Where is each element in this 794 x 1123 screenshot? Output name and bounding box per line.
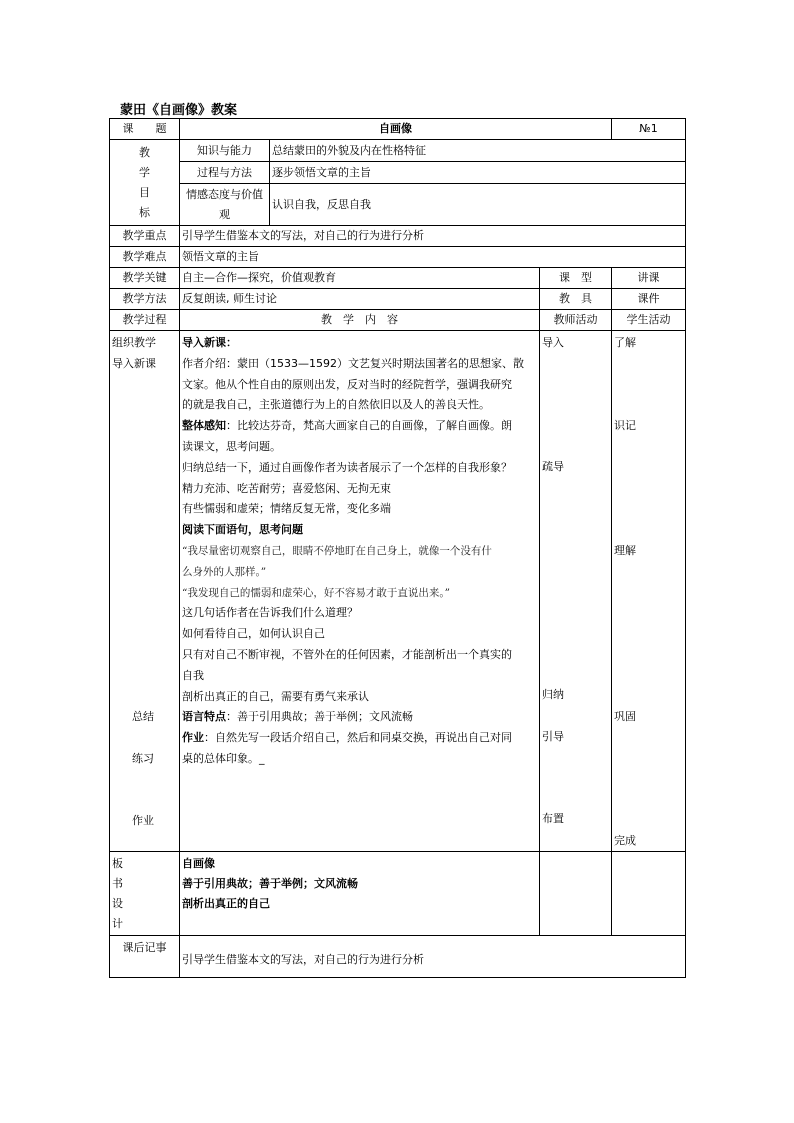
key-point-value: 引导学生借鉴本文的写法，对自己的行为进行分析	[180, 226, 686, 247]
teacher-activity: 引导	[542, 730, 564, 743]
board-line: 剖析出真正的自己	[182, 897, 270, 910]
stage-organize: 组织教学	[112, 336, 156, 349]
method-row	[110, 289, 686, 310]
board-design-row	[110, 852, 686, 936]
reading-answer: 如何看待自己，如何认识自己	[182, 627, 325, 641]
student-activity: 理解	[614, 544, 637, 557]
board-student-cell	[612, 852, 686, 936]
notes-value: 引导学生借鉴本文的写法，对自己的行为进行分析	[180, 936, 686, 978]
teacher-activity: 归纳	[542, 688, 564, 701]
lesson-type-value: 讲课	[612, 268, 686, 289]
lesson-type-label: 课 型	[540, 268, 612, 289]
difficulty-label: 教学难点	[110, 247, 180, 268]
teacher-activity: 疏导	[542, 460, 564, 473]
board-teacher-cell	[540, 852, 612, 936]
teacher-activity: 布置	[542, 812, 564, 825]
quote: “我发现自己的懦弱和虚荣心，好不容易才敢于直说出来。”	[182, 586, 450, 599]
teacher-activity: 导入	[542, 336, 564, 349]
author-intro: 的就是我自己，主张道德行为上的自然依旧以及人的善良天性。	[182, 398, 490, 412]
objective-row	[110, 162, 686, 184]
objectives-label: 教 学 目 标	[110, 140, 180, 226]
process-stages	[110, 331, 180, 852]
stage-practice: 练习	[132, 752, 154, 765]
objective-name: 知识与能力	[180, 140, 270, 162]
stage-summary: 总结	[132, 710, 154, 723]
key-point-row	[110, 226, 686, 247]
topic-value: 自画像	[180, 119, 612, 140]
student-activity: 识记	[614, 419, 637, 432]
reading-answer: 只有对自己不断审视，不管外在的任何因素，才能剖析出一个真实的	[182, 647, 512, 661]
objective-value: 认识自我，反思自我	[270, 184, 686, 226]
board-line: 自画像	[182, 857, 215, 870]
teaching-key-value: 自主—合作—探究，价值观教育	[180, 268, 540, 289]
overall-perception: 读课文，思考问题。	[182, 439, 281, 453]
process-header-row	[110, 310, 686, 331]
language-features: 语言特点：善于引用典故；善于举例；文风流畅	[182, 710, 413, 724]
homework: 桌的总体印象。_	[182, 751, 265, 765]
student-activity-header: 学生活动	[612, 310, 686, 331]
objective-row	[110, 184, 686, 226]
objective-name: 情感态度与价值 观	[180, 184, 270, 226]
process-label: 教学过程	[110, 310, 180, 331]
stage-homework: 作业	[132, 814, 154, 827]
intro-title: 导入新课：	[182, 336, 237, 349]
board-design-label: 板 书 设 计	[110, 852, 180, 936]
student-activity: 巩固	[614, 710, 637, 723]
overall-perception: 整体感知：比较达芬奇，梵高大画家自己的自画像，了解自画像。朗	[182, 419, 512, 433]
reading-title: 阅读下面语句，思考问题	[182, 523, 303, 537]
key-point-label: 教学重点	[110, 226, 180, 247]
author-intro: 文家。他从个性自由的原则出发，反对当时的经院哲学，强调我研究	[182, 377, 512, 391]
process-body-row	[110, 331, 686, 852]
content-header: 教 学 内 容	[180, 310, 540, 331]
difficulty-row	[110, 247, 686, 268]
author-intro: 作者介绍：蒙田（1533—1592）文艺复兴时期法国著名的思想家、散	[182, 356, 524, 370]
quote: 么身外的人那样。”	[182, 565, 267, 578]
student-activities	[612, 331, 686, 852]
document-title: 蒙田《自画像》教案	[120, 103, 238, 118]
stage-intro: 导入新课	[112, 357, 156, 370]
student-activity: 完成	[614, 834, 637, 847]
teaching-key-label: 教学关键	[110, 268, 180, 289]
board-line: 善于引用典故；善于举例；文风流畅	[182, 877, 358, 890]
teaching-key-row	[110, 268, 686, 289]
homework: 作业：自然先写一段话介绍自己，然后和同桌交换，再说出自己对同	[182, 731, 512, 745]
topic-row	[110, 119, 686, 140]
objective-name: 过程与方法	[180, 162, 270, 184]
summary-answer: 有些懦弱和虚荣；情绪反复无常，变化多端	[182, 502, 391, 516]
lesson-plan-table	[109, 118, 686, 978]
teaching-aid-label: 教 具	[540, 289, 612, 310]
notes-label: 课后记事	[110, 936, 180, 978]
summary-question: 归纳总结一下，通过自画像作者为读者展示了一个怎样的自我形象？	[182, 460, 512, 474]
after-class-notes-row	[110, 936, 686, 978]
objective-value: 总结蒙田的外貌及内在性格特征	[270, 140, 686, 162]
objective-value: 逐步领悟文章的主旨	[270, 162, 686, 184]
reading-question: 这几句话作者在告诉我们什么道理？	[182, 606, 358, 620]
reading-answer: 自我	[182, 668, 204, 682]
topic-label: 课 题	[110, 119, 180, 140]
summary-answer: 精力充沛、吃苦耐劳；喜爱悠闲、无拘无束	[182, 481, 391, 495]
reading-answer: 剖析出真正的自己，需要有勇气来承认	[182, 689, 369, 703]
teacher-activities	[540, 331, 612, 852]
lesson-content	[180, 331, 540, 852]
objective-row	[110, 140, 686, 162]
teaching-aid-value: 课件	[612, 289, 686, 310]
lesson-number: №1	[612, 119, 686, 140]
quote: “我尽量密切观察自己，眼睛不停地盯在自己身上，就像一个没有什	[182, 544, 492, 557]
board-design-content	[180, 852, 540, 936]
method-label: 教学方法	[110, 289, 180, 310]
difficulty-value: 领悟文章的主旨	[180, 247, 686, 268]
method-value: 反复朗读, 师生讨论	[180, 289, 540, 310]
teacher-activity-header: 教师活动	[540, 310, 612, 331]
student-activity: 了解	[614, 336, 637, 349]
